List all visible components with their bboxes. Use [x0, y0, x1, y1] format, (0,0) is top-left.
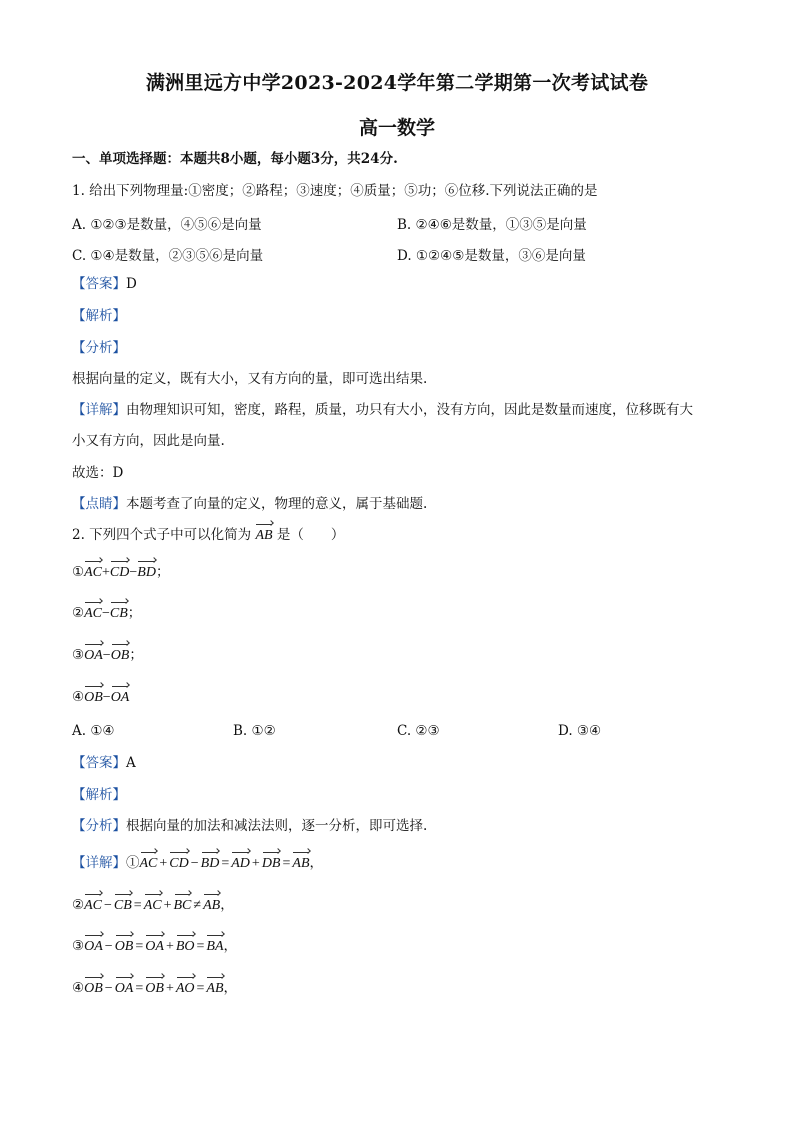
vector: OB: [114, 939, 134, 954]
q2-detail-4: [72, 979, 237, 998]
q2-option-a: A. ①④: [72, 723, 115, 739]
comment-tag: 【点睛】: [72, 496, 126, 512]
q2-analysis-tag: 【解析】: [72, 787, 126, 803]
operator: =: [135, 981, 144, 996]
answer-value: A: [126, 755, 136, 771]
q2-item-2: [72, 604, 141, 623]
item-mark: ②: [72, 605, 85, 621]
operator: −: [104, 981, 113, 996]
detail-expression: [72, 938, 237, 954]
vector: OB: [84, 981, 103, 996]
q2-answer: [72, 754, 136, 772]
detail-expression: [72, 980, 237, 996]
item-mark: ②: [72, 897, 85, 913]
q1-option-c: C. ①④是数量，②③⑤⑥是向量: [72, 248, 264, 264]
q1-detail-cont: 小又有方向，因此是向量.: [72, 433, 225, 449]
vector: AC: [84, 898, 102, 913]
q1-detail: [72, 401, 693, 419]
answer-tag: 【答案】: [72, 276, 126, 292]
item-end: ；: [129, 647, 143, 663]
q2-detail-3: [72, 937, 237, 956]
item-mark: ①: [72, 564, 85, 580]
q2-detail-2: [72, 896, 234, 915]
vector: AC: [143, 898, 162, 913]
q2-stem-pre: 2. 下列四个式子中可以化简为: [72, 527, 252, 543]
answer-tag: 【答案】: [72, 755, 126, 771]
operator: −: [102, 648, 111, 663]
exam-subject: 高一数学: [358, 117, 435, 139]
vector: OA: [110, 690, 130, 705]
q1-fenxi-text: 根据向量的定义，既有大小，又有方向的量，即可选出结果.: [72, 371, 428, 387]
vector: AB: [203, 898, 221, 913]
operator: −: [190, 856, 199, 871]
vector: BD: [137, 565, 156, 580]
detail-text: 由物理知识可知，密度，路程，质量，功只有大小，没有方向，因此是数量而速度，位移既有大: [126, 402, 693, 418]
q2-item-3: [72, 646, 143, 665]
operator: +: [163, 898, 172, 913]
operator: =: [196, 939, 205, 954]
vector: DB: [261, 856, 281, 871]
vector: BO: [175, 939, 195, 954]
q2-stem: [72, 526, 344, 545]
q1-fenxi-tag: 【分析】: [72, 340, 126, 356]
q2-fenxi: [72, 817, 427, 835]
operator: −: [129, 565, 138, 580]
operator: +: [251, 856, 260, 871]
fenxi-tag: 【分析】: [72, 818, 126, 834]
item-end: ，: [309, 855, 323, 871]
item-end: ；: [155, 564, 170, 580]
vector: OB: [84, 690, 103, 705]
item-end: ，: [220, 897, 234, 913]
item-end: ，: [223, 938, 238, 954]
vector: CD: [169, 856, 189, 871]
comment-text: 本题考查了向量的定义，物理的意义，属于基础题.: [126, 496, 428, 512]
operator: −: [104, 898, 112, 913]
operator: −: [104, 939, 113, 954]
operator: +: [159, 856, 168, 871]
q1-analysis-tag: 【解析】: [72, 308, 126, 324]
q2-stem-vector: AB: [255, 528, 273, 543]
item-end: ；: [127, 605, 142, 621]
vector: BC: [173, 898, 192, 913]
exam-title: 满洲里远方中学2023-2024学年第二学期第一次考试试卷: [145, 72, 649, 94]
q1-option-b: B. ②④⑥是数量，①③⑤是向量: [397, 217, 587, 233]
vector: CD: [109, 565, 130, 580]
vector: AB: [292, 856, 310, 871]
vector: AC: [139, 856, 158, 871]
operator: =: [135, 939, 144, 954]
item-end: ，: [223, 980, 238, 996]
detail-expression: [126, 855, 323, 871]
item-mark: ④: [72, 689, 85, 705]
vector: AO: [175, 981, 195, 996]
operator: =: [221, 856, 230, 871]
detail-expression: [72, 897, 234, 913]
q2-option-c: C. ②③: [397, 723, 440, 739]
operator: +: [165, 939, 174, 954]
vector: OA: [145, 939, 164, 954]
vector: BA: [206, 939, 224, 954]
vector: OA: [84, 648, 103, 663]
vector: OB: [145, 981, 164, 996]
q1-answer: [72, 275, 137, 293]
q1-option-a: A. ①②③是数量，④⑤⑥是向量: [72, 217, 262, 233]
vector: AB: [206, 981, 224, 996]
vector: OB: [110, 648, 130, 663]
vector: CB: [109, 606, 128, 621]
q2-item-4: [72, 688, 129, 707]
q1-stem: 1. 给出下列物理量:①密度；②路程；③速度；④质量；⑤功；⑥位移.下列说法正确的是: [72, 183, 598, 199]
vector: AC: [84, 565, 102, 580]
vector: CB: [113, 898, 132, 913]
q2-option-b: B. ①②: [233, 723, 276, 739]
q1-comment: [72, 495, 427, 513]
q2-detail-1: [72, 854, 323, 873]
section-heading: 一、单项选择题：本题共8小题，每小题3分，共24分.: [72, 151, 398, 167]
operator: =: [133, 898, 142, 913]
operator: −: [102, 606, 110, 621]
item-mark: ①: [126, 855, 140, 871]
operator: ≠: [193, 898, 202, 913]
q2-item-1: [72, 563, 169, 582]
operator: =: [282, 856, 291, 871]
detail-tag: 【详解】: [72, 855, 126, 871]
q2-stem-post: 是（ ）: [276, 527, 345, 543]
item-mark: ③: [72, 938, 85, 954]
operator: +: [165, 981, 174, 996]
operator: −: [102, 690, 111, 705]
vector: AD: [231, 856, 250, 871]
operator: +: [102, 565, 110, 580]
vector: OA: [84, 939, 103, 954]
fenxi-text: 根据向量的加法和减法法则，逐一分析，即可选择.: [126, 818, 428, 834]
vector: OA: [114, 981, 134, 996]
operator: =: [196, 981, 205, 996]
detail-tag: 【详解】: [72, 402, 126, 418]
vector: AC: [84, 606, 102, 621]
q1-option-d: D. ①②④⑤是数量，③⑥是向量: [397, 248, 586, 264]
q1-choice: 故选：D: [72, 465, 124, 481]
answer-value: D: [126, 276, 137, 292]
item-mark: ④: [72, 980, 85, 996]
q2-option-d: D. ③④: [558, 723, 602, 739]
vector: BD: [200, 856, 220, 871]
item-mark: ③: [72, 647, 85, 663]
